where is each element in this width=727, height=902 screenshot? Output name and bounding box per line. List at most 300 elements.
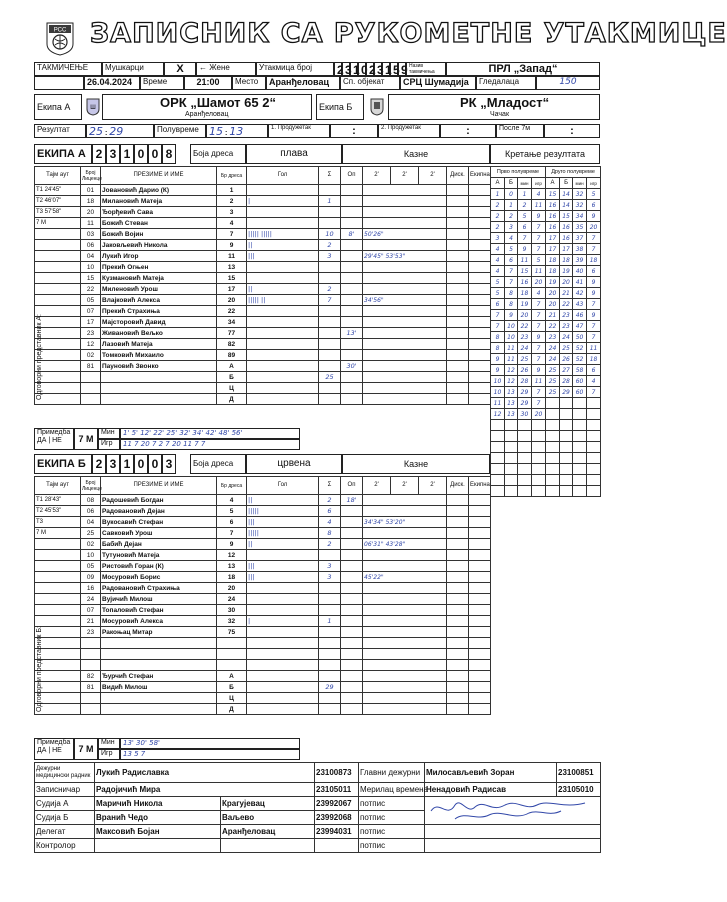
player-number: 82 <box>217 339 247 350</box>
score-flow-cell: 4 <box>532 288 546 299</box>
score-flow-cell: 11 <box>532 376 546 387</box>
player-disq <box>447 605 469 616</box>
score-flow-cell: 8 <box>491 343 505 354</box>
score-flow-cell: 30 <box>518 409 532 420</box>
player-number: 20 <box>217 583 247 594</box>
team-b-city: Чачак <box>490 111 510 118</box>
player-licence: 15 <box>81 273 101 284</box>
player-disq <box>447 207 469 218</box>
timeout-cell: T3 <box>35 517 81 528</box>
player-number: Ц <box>217 383 247 394</box>
score-flow-cell: 3 <box>505 222 518 233</box>
score-flow-row <box>491 233 601 244</box>
score-flow-row <box>491 321 601 332</box>
player-disq <box>447 383 469 394</box>
score-flow-cell: 6 <box>587 200 601 211</box>
player-number: 77 <box>217 328 247 339</box>
player-team-penalty <box>469 295 491 306</box>
score-flow-cell: 20 <box>532 409 546 420</box>
score-flow-cell: 11 <box>587 343 601 354</box>
player-team-penalty <box>469 649 491 660</box>
score-flow-cell <box>532 431 546 442</box>
result-score: 25 : 29 <box>86 124 154 138</box>
player-licence <box>81 693 101 704</box>
svg-text:РСС: РСС <box>53 27 67 34</box>
men-mark[interactable]: X <box>164 62 196 76</box>
score-flow-label: Кретање резултата <box>490 144 600 164</box>
player-team-penalty <box>469 218 491 229</box>
player-goal-marks: ||||| <box>247 506 319 517</box>
player-name: Ристовић Горан (К) <box>101 561 217 572</box>
player-goal-marks: || <box>247 495 319 506</box>
player-two-min <box>363 394 447 405</box>
timeout-cell <box>35 561 81 572</box>
player-warning <box>341 605 363 616</box>
score-flow-cell <box>532 453 546 464</box>
player-team-penalty <box>469 185 491 196</box>
score-flow-cell <box>587 464 601 475</box>
player-number: Ц <box>217 693 247 704</box>
player-goal-marks <box>247 207 319 218</box>
score-flow-cell <box>546 420 560 431</box>
player-warning <box>341 350 363 361</box>
team-b-7m-minutes: 13' 30' 58' <box>120 738 300 749</box>
score-flow-cell: 4 <box>491 266 505 277</box>
score-flow-cell <box>587 420 601 431</box>
player-disq <box>447 284 469 295</box>
player-team-penalty <box>469 616 491 627</box>
player-name <box>101 649 217 660</box>
player-goal-marks: ||| <box>247 572 319 583</box>
score-flow-cell: 23 <box>546 332 560 343</box>
score-flow-cell <box>518 475 532 486</box>
score-flow-cell: 7 <box>587 244 601 255</box>
player-number: А <box>217 671 247 682</box>
doc-name: Лукић Радиславка <box>95 763 315 783</box>
team-b-penalties-label: Казне <box>342 454 490 474</box>
player-name: Ђорђевић Сава <box>101 207 217 218</box>
player-warning <box>341 284 363 295</box>
score-flow-cell: 18 <box>518 288 532 299</box>
timeout-cell <box>35 594 81 605</box>
score-flow-cell: 9 <box>532 365 546 376</box>
score-flow-cell <box>532 420 546 431</box>
player-licence: 23 <box>81 627 101 638</box>
player-team-penalty <box>469 583 491 594</box>
score-flow-cell: 25 <box>560 343 573 354</box>
player-team-penalty <box>469 528 491 539</box>
player-goal-marks <box>247 317 319 328</box>
team-b-name: РК „Младост“ <box>460 95 550 110</box>
player-licence <box>81 394 101 405</box>
player-goal-marks <box>247 306 319 317</box>
player-team-penalty <box>469 207 491 218</box>
score-flow-cell <box>573 464 587 475</box>
player-number: 7 <box>217 229 247 240</box>
player-warning: 30' <box>341 361 363 372</box>
score-flow-cell <box>491 464 505 475</box>
player-row <box>35 240 491 251</box>
player-name <box>101 704 217 715</box>
player-warning <box>341 528 363 539</box>
women-label[interactable]: ← Жене <box>196 62 256 76</box>
score-flow-cell <box>518 442 532 453</box>
score-flow-cell: 1 <box>518 189 532 200</box>
player-goal-sum <box>319 627 341 638</box>
player-team-penalty <box>469 671 491 682</box>
player-warning <box>341 251 363 262</box>
player-goal-sum: 2 <box>319 539 341 550</box>
player-two-min <box>363 693 447 704</box>
player-team-penalty <box>469 495 491 506</box>
player-licence: 05 <box>81 295 101 306</box>
player-goal-sum <box>319 704 341 715</box>
player-goal-sum <box>319 649 341 660</box>
score-flow-cell: 22 <box>560 299 573 310</box>
score-flow-cell: 58 <box>573 365 587 376</box>
player-two-min <box>363 273 447 284</box>
player-team-penalty <box>469 550 491 561</box>
player-team-penalty <box>469 284 491 295</box>
player-row <box>35 616 491 627</box>
match-no-label: Утакмица број <box>256 62 334 76</box>
date: 26.04.2024 <box>84 76 140 90</box>
player-goal-marks <box>247 638 319 649</box>
player-licence <box>81 383 101 394</box>
score-flow-cell: 24 <box>560 332 573 343</box>
player-disq <box>447 671 469 682</box>
score-flow-cell: 11 <box>532 200 546 211</box>
timeout-cell <box>35 295 81 306</box>
player-team-penalty <box>469 317 491 328</box>
player-disq <box>447 350 469 361</box>
player-name <box>101 383 217 394</box>
after7m-label: После 7м <box>496 124 544 138</box>
player-disq <box>447 638 469 649</box>
score-flow-cell: 2 <box>491 211 505 222</box>
player-row <box>35 517 491 528</box>
score-flow-cell: 39 <box>573 255 587 266</box>
player-team-penalty <box>469 262 491 273</box>
player-disq <box>447 517 469 528</box>
team-a-crest-icon <box>86 98 100 116</box>
score-flow-cell: 24 <box>518 343 532 354</box>
player-number: 7 <box>217 528 247 539</box>
player-goal-marks <box>247 328 319 339</box>
team-b-jersey-label: Боја дреса <box>190 454 246 474</box>
score-flow-cell: 60 <box>573 387 587 398</box>
score-flow-cell: 12 <box>505 376 518 387</box>
player-row <box>35 350 491 361</box>
player-disq <box>447 229 469 240</box>
player-name: Савковић Урош <box>101 528 217 539</box>
player-goal-sum <box>319 394 341 405</box>
player-disq <box>447 528 469 539</box>
player-name: Прекић Огњен <box>101 262 217 273</box>
player-name: Кузмановић Матеја <box>101 273 217 284</box>
score-flow-cell: 29 <box>518 398 532 409</box>
halftime-label: Полувреме <box>154 124 206 138</box>
player-disq <box>447 185 469 196</box>
player-licence <box>81 372 101 383</box>
timeout-cell <box>35 273 81 284</box>
score-flow-cell <box>560 453 573 464</box>
score-flow-cell <box>505 486 518 497</box>
score-flow-row <box>491 376 601 387</box>
player-disq <box>447 251 469 262</box>
player-goal-sum <box>319 350 341 361</box>
player-team-penalty <box>469 704 491 715</box>
player-disq <box>447 196 469 207</box>
score-flow-cell <box>491 475 505 486</box>
player-row <box>35 495 491 506</box>
score-flow-row <box>491 431 601 442</box>
score-flow-row <box>491 255 601 266</box>
player-number: Д <box>217 704 247 715</box>
player-disq <box>447 218 469 229</box>
player-warning <box>341 506 363 517</box>
score-flow-cell: 7 <box>532 354 546 365</box>
competition-label: ТАКМИЧЕЊЕ <box>34 62 102 76</box>
score-flow-row <box>491 453 601 464</box>
score-flow-cell: 7 <box>518 233 532 244</box>
team-b-7m-players: 13 5 7 <box>120 749 300 760</box>
score-flow-cell <box>560 486 573 497</box>
score-flow-cell <box>587 486 601 497</box>
score-flow-cell <box>573 431 587 442</box>
player-goal-marks <box>247 218 319 229</box>
player-two-min <box>363 627 447 638</box>
player-goal-sum <box>319 550 341 561</box>
player-name: Топаловић Стефан <box>101 605 217 616</box>
player-row <box>35 561 491 572</box>
player-licence: 25 <box>81 528 101 539</box>
score-flow-cell: 60 <box>573 376 587 387</box>
player-name: Радошевић Богдан <box>101 495 217 506</box>
player-goal-marks <box>247 704 319 715</box>
score-flow-cell: 7 <box>505 277 518 288</box>
player-name: Божић Војин <box>101 229 217 240</box>
score-flow-cell <box>532 442 546 453</box>
venue: СРЦ Шумадија <box>400 76 476 90</box>
player-goal-marks <box>247 361 319 372</box>
score-flow-cell: 7 <box>532 343 546 354</box>
team-a-name: ОРК „Шамот 65 2“ <box>160 95 276 110</box>
score-flow-cell: 9 <box>532 332 546 343</box>
score-flow-row <box>491 486 601 497</box>
halftime-score: 15 : 13 <box>206 124 268 138</box>
player-goal-marks: || <box>247 539 319 550</box>
player-two-min <box>363 506 447 517</box>
score-flow-cell <box>491 486 505 497</box>
score-flow-cell: 9 <box>518 244 532 255</box>
player-number: 32 <box>217 616 247 627</box>
player-goal-marks <box>247 627 319 638</box>
score-flow-cell: 12 <box>491 409 505 420</box>
player-licence: 05 <box>81 561 101 572</box>
player-two-min <box>363 361 447 372</box>
score-flow-cell: 18 <box>560 255 573 266</box>
player-row <box>35 594 491 605</box>
score-flow-cell: 14 <box>560 189 573 200</box>
player-two-min <box>363 660 447 671</box>
player-two-min <box>363 638 447 649</box>
score-flow-cell: 25 <box>546 387 560 398</box>
player-team-penalty <box>469 394 491 405</box>
timeout-header: Тајм аут <box>35 167 81 185</box>
timeout-cell <box>35 229 81 240</box>
player-warning <box>341 627 363 638</box>
score-flow-cell <box>573 420 587 431</box>
player-goal-sum: 3 <box>319 561 341 572</box>
score-flow-cell: 11 <box>518 255 532 266</box>
player-team-penalty <box>469 240 491 251</box>
player-disq <box>447 682 469 693</box>
player-licence: 81 <box>81 361 101 372</box>
player-number: 24 <box>217 594 247 605</box>
timeout-cell <box>35 284 81 295</box>
player-name: Радовановић Страхиња <box>101 583 217 594</box>
player-number: 9 <box>217 240 247 251</box>
score-flow-row <box>491 277 601 288</box>
score-flow-cell <box>532 464 546 475</box>
player-name: Тутуновић Матеја <box>101 550 217 561</box>
player-two-min <box>363 528 447 539</box>
team-b-crest-icon <box>370 98 384 116</box>
player-team-penalty <box>469 572 491 583</box>
player-row <box>35 306 491 317</box>
score-flow-cell: 17 <box>546 233 560 244</box>
player-team-penalty <box>469 561 491 572</box>
team-a-section-label: ЕКИПА А <box>34 144 92 164</box>
player-two-min: 34'34" 53'20" <box>363 517 447 528</box>
sum-header: Σ <box>319 167 341 185</box>
player-goal-marks: ||||| ||||| <box>247 229 319 240</box>
score-flow-cell: 8 <box>505 299 518 310</box>
score-flow-cell: 1 <box>505 200 518 211</box>
player-licence: 04 <box>81 517 101 528</box>
score-flow-cell <box>546 475 560 486</box>
score-flow-cell <box>573 486 587 497</box>
player-name: Томковић Михаило <box>101 350 217 361</box>
player-warning <box>341 317 363 328</box>
player-name <box>101 660 217 671</box>
player-number: 1 <box>217 185 247 196</box>
ext2-label: 2. Продужетак <box>378 124 440 138</box>
player-row <box>35 528 491 539</box>
score-flow-cell: 20 <box>518 310 532 321</box>
player-goal-marks <box>247 383 319 394</box>
score-flow-cell: 16 <box>546 211 560 222</box>
player-name: Миленовић Урош <box>101 284 217 295</box>
player-goal-marks: ||| <box>247 517 319 528</box>
score-flow-cell <box>491 431 505 442</box>
score-flow-cell: 12 <box>505 365 518 376</box>
player-licence: 07 <box>81 306 101 317</box>
timeout-cell: 7 M <box>35 528 81 539</box>
score-flow-row <box>491 189 601 200</box>
score-flow-cell: 25 <box>518 354 532 365</box>
player-disq <box>447 495 469 506</box>
player-licence: 02 <box>81 350 101 361</box>
score-flow-cell: 7 <box>587 321 601 332</box>
score-flow-cell <box>505 420 518 431</box>
player-row <box>35 372 491 383</box>
player-disq <box>447 572 469 583</box>
player-number: Б <box>217 372 247 383</box>
player-name: Мосуровић Борис <box>101 572 217 583</box>
score-flow-cell: 4 <box>532 189 546 200</box>
player-row <box>35 394 491 405</box>
score-flow-cell <box>532 475 546 486</box>
score-flow-cell: 11 <box>505 343 518 354</box>
score-flow-cell: 26 <box>560 354 573 365</box>
player-disq <box>447 550 469 561</box>
player-goal-sum <box>319 605 341 616</box>
player-row <box>35 251 491 262</box>
score-flow-cell <box>587 398 601 409</box>
score-flow-cell: 15 <box>546 189 560 200</box>
warn-header: Оп <box>341 167 363 185</box>
player-licence <box>81 704 101 715</box>
score-flow-row <box>491 200 601 211</box>
player-row <box>35 627 491 638</box>
score-flow-row <box>491 409 601 420</box>
player-goal-sum: 25 <box>319 372 341 383</box>
player-goal-marks: | <box>247 616 319 627</box>
player-two-min <box>363 185 447 196</box>
score-flow-cell: 24 <box>546 343 560 354</box>
score-flow-cell: 4 <box>491 255 505 266</box>
player-goal-marks: | <box>247 196 319 207</box>
score-flow-cell: 16 <box>560 233 573 244</box>
player-warning <box>341 638 363 649</box>
player-goal-sum: 2 <box>319 284 341 295</box>
name-header: ПРЕЗИМЕ И ИМЕ <box>101 167 217 185</box>
player-number: 75 <box>217 627 247 638</box>
player-disq <box>447 317 469 328</box>
disq-header: Диск. <box>447 167 469 185</box>
score-flow-cell <box>491 453 505 464</box>
score-flow-cell <box>546 442 560 453</box>
player-goal-sum: 10 <box>319 229 341 240</box>
player-name: Јовановић Дарио (К) <box>101 185 217 196</box>
player-number: 30 <box>217 605 247 616</box>
team-a-officials-label: Одговорни представник А: <box>36 314 43 400</box>
player-row <box>35 273 491 284</box>
player-goal-marks <box>247 372 319 383</box>
score-flow-cell: 20 <box>532 277 546 288</box>
goal-header: Гол <box>247 167 319 185</box>
player-team-penalty <box>469 627 491 638</box>
score-flow-cell: 7 <box>587 332 601 343</box>
player-row <box>35 583 491 594</box>
player-licence: 04 <box>81 251 101 262</box>
player-warning <box>341 704 363 715</box>
player-number: 4 <box>217 495 247 506</box>
player-disq <box>447 660 469 671</box>
player-team-penalty <box>469 682 491 693</box>
player-licence: 21 <box>81 616 101 627</box>
team-a-jersey-label: Боја дреса <box>190 144 246 164</box>
player-warning <box>341 572 363 583</box>
player-name: Видић Милош <box>101 682 217 693</box>
player-goal-sum <box>319 671 341 682</box>
score-flow-cell: 5 <box>491 277 505 288</box>
player-goal-marks: || <box>247 284 319 295</box>
score-flow-cell <box>573 409 587 420</box>
player-two-min <box>363 317 447 328</box>
